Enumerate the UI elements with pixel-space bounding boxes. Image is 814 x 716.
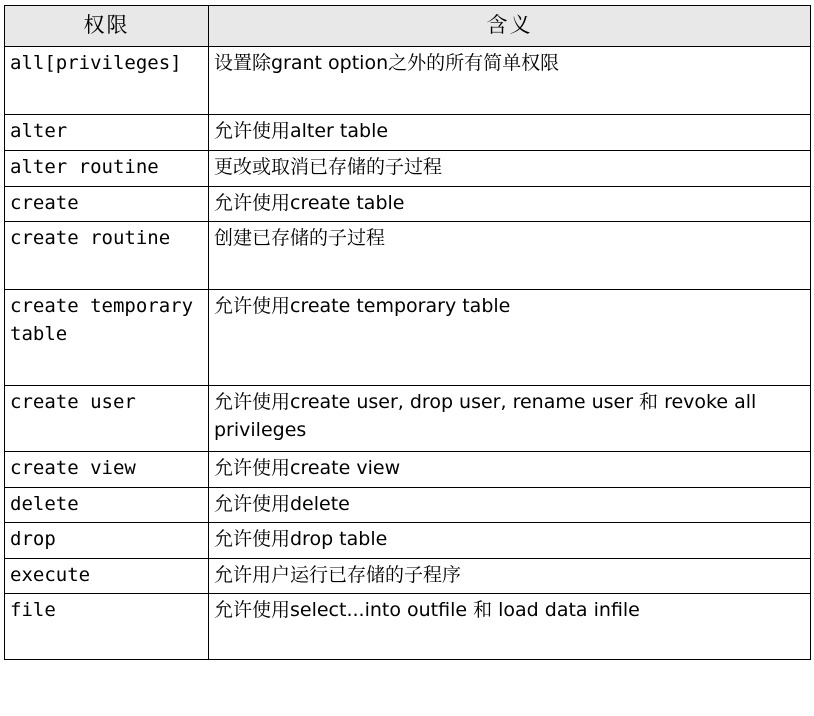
table-row bbox=[5, 386, 811, 452]
privilege-meaning: 允许使用select...into outfile 和 load data infile bbox=[209, 594, 811, 660]
privilege-meaning: 更改或取消已存储的子过程 bbox=[209, 150, 811, 186]
privilege-name: create routine bbox=[5, 222, 209, 290]
column-header-meaning: 含义 bbox=[209, 6, 811, 47]
table-row bbox=[5, 150, 811, 186]
privilege-name: delete bbox=[5, 487, 209, 523]
privilege-meaning: 允许使用drop table bbox=[209, 523, 811, 559]
privilege-name: alter routine bbox=[5, 150, 209, 186]
privilege-meaning: 设置除grant option之外的所有简单权限 bbox=[209, 47, 811, 115]
privilege-meaning: 创建已存储的子过程 bbox=[209, 222, 811, 290]
privilege-name: drop bbox=[5, 523, 209, 559]
table-row bbox=[5, 290, 811, 386]
privilege-name: execute bbox=[5, 558, 209, 594]
privilege-name: create temporary table bbox=[5, 290, 209, 386]
table-head bbox=[5, 6, 811, 47]
table-row bbox=[5, 186, 811, 222]
privilege-name: create view bbox=[5, 452, 209, 488]
table-row bbox=[5, 594, 811, 660]
privilege-meaning: 允许使用create user, drop user, rename user 和 revoke all privileges bbox=[209, 386, 811, 452]
table-row bbox=[5, 452, 811, 488]
privilege-meaning: 允许使用delete bbox=[209, 487, 811, 523]
privilege-name: create user bbox=[5, 386, 209, 452]
privilege-meaning: 允许用户运行已存储的子程序 bbox=[209, 558, 811, 594]
privilege-meaning: 允许使用create temporary table bbox=[209, 290, 811, 386]
table-row bbox=[5, 487, 811, 523]
table-row bbox=[5, 47, 811, 115]
privilege-name: all[privileges] bbox=[5, 47, 209, 115]
privilege-name: create bbox=[5, 186, 209, 222]
column-header-privilege: 权限 bbox=[5, 6, 209, 47]
privileges-table bbox=[4, 5, 811, 660]
privilege-meaning: 允许使用create table bbox=[209, 186, 811, 222]
privilege-name: alter bbox=[5, 115, 209, 151]
privilege-meaning: 允许使用alter table bbox=[209, 115, 811, 151]
table-row bbox=[5, 558, 811, 594]
table-row bbox=[5, 523, 811, 559]
privilege-meaning: 允许使用create view bbox=[209, 452, 811, 488]
table-header-row bbox=[5, 6, 811, 47]
table-row bbox=[5, 115, 811, 151]
table-body bbox=[5, 47, 811, 660]
document-page bbox=[0, 5, 814, 716]
privilege-name: file bbox=[5, 594, 209, 660]
table-row bbox=[5, 222, 811, 290]
